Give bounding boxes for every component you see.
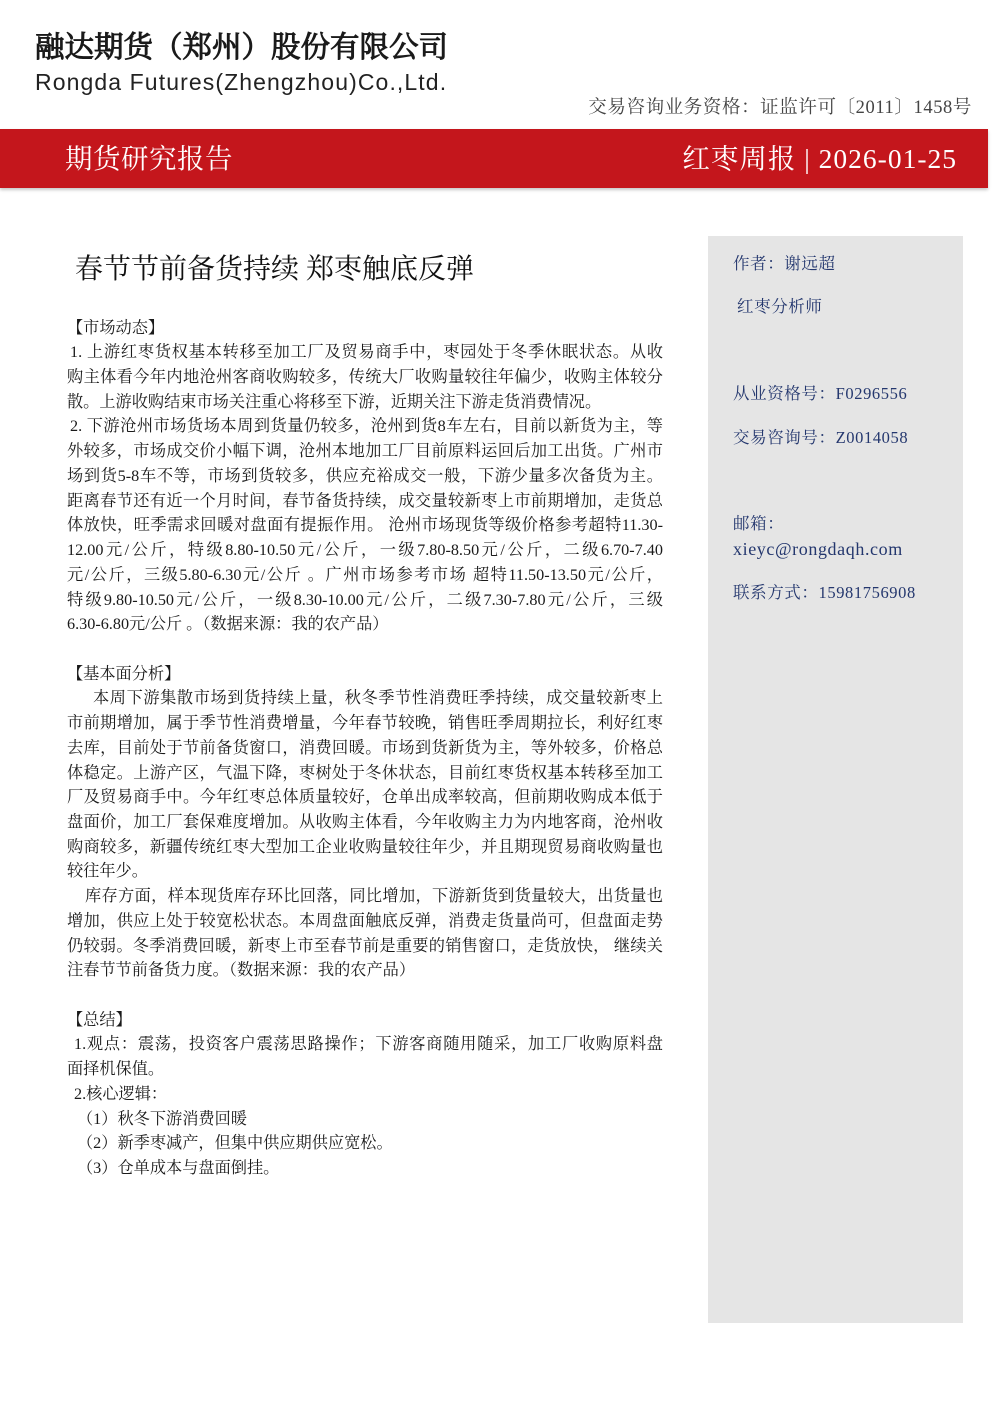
section-summary	[67, 1008, 663, 1181]
consult-number: 交易咨询号：Z0014058	[733, 428, 909, 447]
company-name: 融达期货（郑州）股份有限公司	[35, 32, 449, 64]
article-body	[67, 316, 663, 1181]
text-line: 元/公斤，三级5.80-6.30元/公斤 。广州市场参考市场 超特11.50-13.50元/公斤，	[67, 565, 663, 584]
author-name: 作者：谢远超	[733, 254, 836, 273]
text-line: 体稳定。上游产区，气温下降，枣树处于冬休状态，目前红枣货权基本转移至加工	[67, 763, 663, 782]
section-heading: 【市场动态】	[67, 318, 165, 337]
qualification-notice: 交易咨询业务资格：证监许可〔2011〕1458号	[588, 98, 972, 118]
text-line: 1. 上游红枣货权基本转移至加工厂及贸易商手中，枣园处于冬季休眠状态。从收	[70, 343, 663, 362]
paragraph	[67, 340, 663, 414]
text-line: 体放快，旺季需求回暖对盘面有提振作用。 沧州市场现货等级价格参考超特11.30-	[67, 516, 663, 535]
text-line: （2）新季枣减产，但集中供应期供应宽松。	[77, 1134, 393, 1153]
paragraph	[67, 884, 663, 983]
text-line: 12.00元/公斤，特级8.80-10.50元/公斤，一级7.80-8.50元/公斤，二级6.70-7.40	[67, 541, 663, 560]
company-name-english: Rongda Futures(Zhengzhou)Co.,Ltd.	[35, 69, 448, 95]
contact-phone: 联系方式：15981756908	[733, 583, 916, 602]
paragraph	[67, 1107, 663, 1132]
text-line: 仍较弱。冬季消费回暖，新枣上市至春节前是重要的销售窗口，走货放快， 继续关	[67, 936, 663, 955]
paragraph	[67, 686, 663, 884]
paragraph	[67, 1032, 663, 1081]
text-line: 盘面价，加工厂套保难度增加。从收购主体看，今年收购主力为内地客商，沧州收	[67, 812, 663, 831]
text-line: 距离春节还有近一个月时间，春节备货持续，成交量较新枣上市前期增加，走货总	[67, 491, 663, 510]
text-line: 散。上游收购结束市场关注重心将移至下游，近期关注下游走货消费情况。	[67, 392, 602, 411]
text-line: 去库，目前处于节前备货窗口，消费回暖。市场到货新货为主，等外较多，价格总	[67, 738, 663, 757]
section-heading: 【总结】	[67, 1010, 132, 1029]
text-line: （3）仓单成本与盘面倒挂。	[77, 1159, 280, 1178]
text-line: 场到货5-8车不等，市场到货较多，供应充裕成交一般，下游少量多次备货为主。	[67, 466, 663, 485]
text-line: 注春节节前备货力度。（数据来源：我的农产品）	[67, 961, 416, 980]
paragraph	[67, 1131, 663, 1156]
license-number: 从业资格号：F0296556	[733, 384, 908, 403]
text-line: 特级9.80-10.50元/公斤，一级8.30-10.00元/公斤，二级7.30-7.80元/公斤，三级	[67, 590, 663, 609]
paragraph	[67, 414, 663, 636]
text-line: 库存方面，样本现货库存环比回落，同比增加，下游新货到货量较大，出货量也	[85, 887, 663, 906]
text-line: 购主体看今年内地沧州客商收购较多，传统大厂收购量较往年偏少，收购主体较分	[67, 368, 663, 387]
report-title-date: 红枣周报 | 2026-01-25	[682, 143, 957, 174]
text-line: （1）秋冬下游消费回暖	[77, 1109, 247, 1128]
text-line: 2. 下游沧州市场货场本周到货量仍较多，沧州到货8车左右，目前以新货为主，等	[70, 417, 663, 436]
section-market-dynamics	[67, 316, 663, 637]
text-line: 增加，供应上处于较宽松状态。本周盘面触底反弹，消费走货量尚可，但盘面走势	[67, 911, 663, 930]
text-line: 购商较多，新疆传统红枣大型加工企业收购量较往年少，并且期现贸易商收购量也	[67, 837, 663, 856]
article-title: 春节节前备货持续 郑枣触底反弹	[75, 254, 475, 285]
report-category: 期货研究报告	[65, 143, 233, 174]
paragraph	[67, 1156, 663, 1181]
text-line: 本周下游集散市场到货持续上量，秋冬季节性消费旺季持续，成交量较新枣上	[93, 689, 663, 708]
author-role: 红枣分析师	[737, 297, 823, 316]
text-line: 较往年少。	[67, 862, 148, 881]
text-line: 1.观点：震荡，投资客户震荡思路操作；下游客商随用随采，加工厂收购原料盘	[74, 1035, 663, 1054]
text-line: 外较多，市场成交价小幅下调，沧州本地加工厂目前原料运回后加工出货。广州市	[67, 442, 663, 461]
text-line: 面择机保值。	[67, 1060, 165, 1079]
text-line: 厂及贸易商手中。今年红枣总体质量较好，仓单出成率较高，但前期收购成本低于	[67, 788, 663, 807]
author-sidebar	[708, 236, 963, 1323]
text-line: 6.30-6.80元/公斤 。（数据来源：我的农产品）	[67, 615, 389, 634]
report-banner	[0, 129, 988, 188]
text-line: 2.核心逻辑：	[74, 1084, 168, 1103]
email-label: 邮箱：	[733, 514, 785, 533]
section-heading: 【基本面分析】	[67, 664, 181, 683]
section-fundamentals	[67, 662, 663, 983]
email-address: xieyc@rongdaqh.com	[733, 539, 903, 559]
paragraph	[67, 1082, 663, 1107]
text-line: 市前期增加，属于季节性消费增量，今年春节较晚，销售旺季周期拉长，利好红枣	[67, 714, 663, 733]
